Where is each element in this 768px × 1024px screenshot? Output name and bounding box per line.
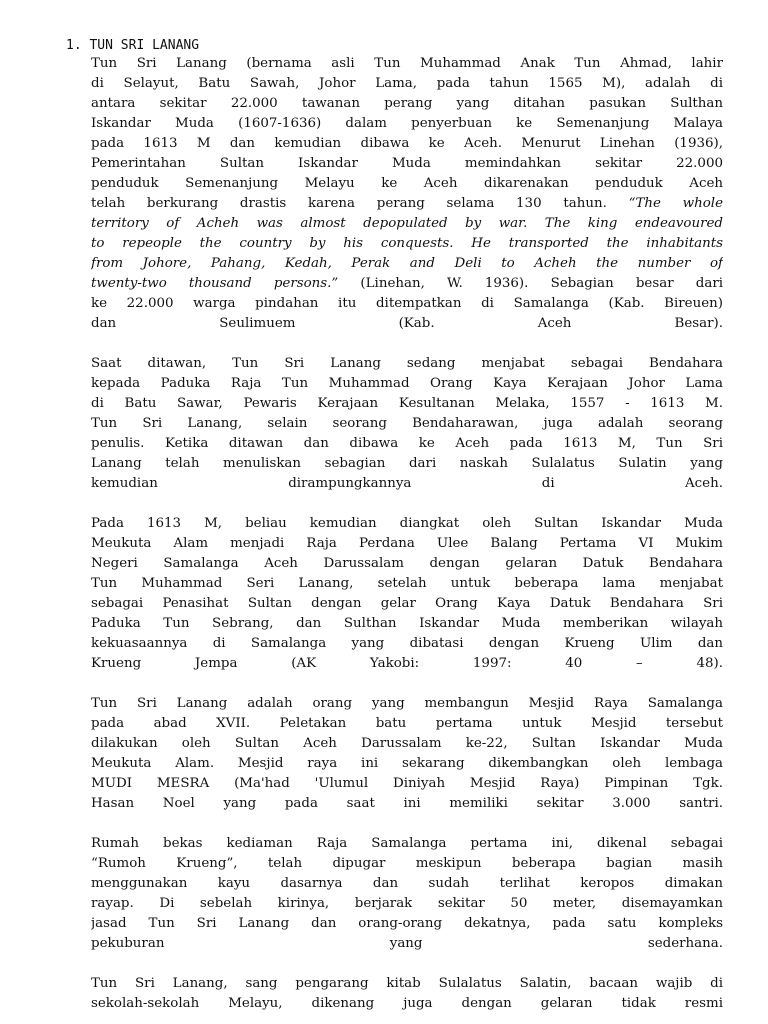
paragraph-5: [91, 834, 723, 954]
paragraph-line: ke 22.000 warga pindahan itu ditempatkan di Samalanga (Kab. Bireuen): [91, 296, 723, 311]
paragraph-line: pekuburan yang sederhana.: [91, 936, 723, 951]
paragraph-line: penduduk Semenanjung Melayu ke Aceh dikarenakan penduduk Aceh: [91, 176, 723, 191]
document-body: [91, 54, 723, 1024]
paragraph-line: Pada 1613 M, beliau kemudian diangkat oleh Sultan Iskandar Muda: [91, 516, 723, 531]
paragraph-line: Paduka Tun Sebrang, dan Sulthan Iskandar Muda memberikan wilayah: [91, 616, 723, 631]
paragraph-6: [91, 974, 723, 1014]
paragraph-line: MUDI MESRA (Ma'had 'Ulumul Diniyah Mesjid Raya) Pimpinan Tgk.: [91, 776, 723, 791]
paragraph-line: pada 1613 M dan kemudian dibawa ke Aceh. Menurut Linehan (1936),: [91, 136, 723, 151]
paragraph-line: menggunakan kayu dasarnya dan sudah terlihat keropos dimakan: [91, 876, 723, 891]
paragraph-4: [91, 694, 723, 814]
paragraph-line: sekolah-sekolah Melayu, dikenang juga dengan gelaran tidak resmi: [91, 996, 723, 1011]
paragraph-line: Tun Sri Lanang, sang pengarang kitab Sulalatus Salatin, bacaan wajib di: [91, 976, 723, 991]
paragraph-line: [91, 274, 723, 294]
paragraph-line: sebagai Penasihat Sultan dengan gelar Orang Kaya Datuk Bendahara Sri: [91, 596, 723, 611]
paragraph-line: Hasan Noel yang pada saat ini memiliki sekitar 3.000 santri.: [91, 796, 723, 811]
paragraph-line: Tun Sri Lanang (bernama asli Tun Muhammad Anak Tun Ahmad, lahir: [91, 56, 723, 71]
paragraph-line: Tun Sri Lanang, selain seorang Bendaharawan, juga adalah seorang: [91, 416, 723, 431]
paragraph-3: [91, 514, 723, 674]
paragraph-line: di Batu Sawar, Pewaris Kerajaan Kesultanan Melaka, 1557 - 1613 M.: [91, 396, 723, 411]
section-number: 1.: [66, 38, 82, 53]
paragraph-line: Tun Sri Lanang adalah orang yang membangun Mesjid Raya Samalanga: [91, 696, 723, 711]
paragraph-line: Rumah bekas kediaman Raja Samalanga pertama ini, dikenal sebagai: [91, 836, 723, 851]
citation-text: (Linehan, W. 1936). Sebagian besar dari: [338, 276, 723, 291]
paragraph-line: antara sekitar 22.000 tawanan perang yang ditahan pasukan Sulthan: [91, 96, 723, 111]
paragraph-line: Krueng Jempa (AK Yakobi: 1997: 40 – 48).: [91, 656, 723, 671]
quote-line: from Johore, Pahang, Kedah, Perak and Deli to Acheh the number of: [91, 256, 723, 271]
paragraph-line: rayap. Di sebelah kirinya, berjarak sekitar 50 meter, disemayamkan: [91, 896, 723, 911]
paragraph-line: kepada Paduka Raja Tun Muhammad Orang Kaya Kerajaan Johor Lama: [91, 376, 723, 391]
section-title: TUN SRI LANANG: [89, 38, 200, 53]
paragraph-line: di Selayut, Batu Sawah, Johor Lama, pada tahun 1565 M), adalah di: [91, 76, 723, 91]
paragraph-line: dilakukan oleh Sultan Aceh Darussalam ke-22, Sultan Iskandar Muda: [91, 736, 723, 751]
paragraph-line: penulis. Ketika ditawan dan dibawa ke Aceh pada 1613 M, Tun Sri: [91, 436, 723, 451]
paragraph-line: Negeri Samalanga Aceh Darussalam dengan gelaran Datuk Bendahara: [91, 556, 723, 571]
paragraph-line: [91, 194, 723, 214]
paragraph-2: [91, 354, 723, 494]
paragraph-line: pada abad XVII. Peletakan batu pertama untuk Mesjid tersebut: [91, 716, 723, 731]
quote-text: “The whole: [628, 196, 723, 211]
paragraph-1: [91, 54, 723, 334]
paragraph-line: “Rumoh Krueng”, telah dipugar meskipun beberapa bagian masih: [91, 856, 723, 871]
section-heading: [66, 36, 199, 56]
quote-line: territory of Acheh was almost depopulated by war. The king endeavoured: [91, 216, 723, 231]
paragraph-line: Lanang telah menuliskan sebagian dari naskah Sulalatus Sulatin yang: [91, 456, 723, 471]
paragraph-line: Iskandar Muda (1607-1636) dalam penyerbuan ke Semenanjung Malaya: [91, 116, 723, 131]
paragraph-line: Saat ditawan, Tun Sri Lanang sedang menjabat sebagai Bendahara: [91, 356, 723, 371]
quote-text: twenty-two thousand persons.”: [91, 276, 339, 291]
line-text: telah berkurang drastis karena perang selama 130 tahun.: [91, 196, 607, 211]
paragraph-line: kemudian dirampungkannya di Aceh.: [91, 476, 723, 491]
paragraph-line: dan Seulimuem (Kab. Aceh Besar).: [91, 316, 723, 331]
paragraph-line: Pemerintahan Sultan Iskandar Muda memindahkan sekitar 22.000: [91, 156, 723, 171]
paragraph-line: kekuasaannya di Samalanga yang dibatasi dengan Krueng Ulim dan: [91, 636, 723, 651]
paragraph-line: Meukuta Alam menjadi Raja Perdana Ulee Balang Pertama VI Mukim: [91, 536, 723, 551]
paragraph-line: Tun Muhammad Seri Lanang, setelah untuk beberapa lama menjabat: [91, 576, 723, 591]
paragraph-line: Meukuta Alam. Mesjid raya ini sekarang dikembangkan oleh lembaga: [91, 756, 723, 771]
paragraph-line: jasad Tun Sri Lanang dan orang-orang dekatnya, pada satu kompleks: [91, 916, 723, 931]
quote-line: to repeople the country by his conquests. He transported the inhabitants: [91, 236, 723, 251]
